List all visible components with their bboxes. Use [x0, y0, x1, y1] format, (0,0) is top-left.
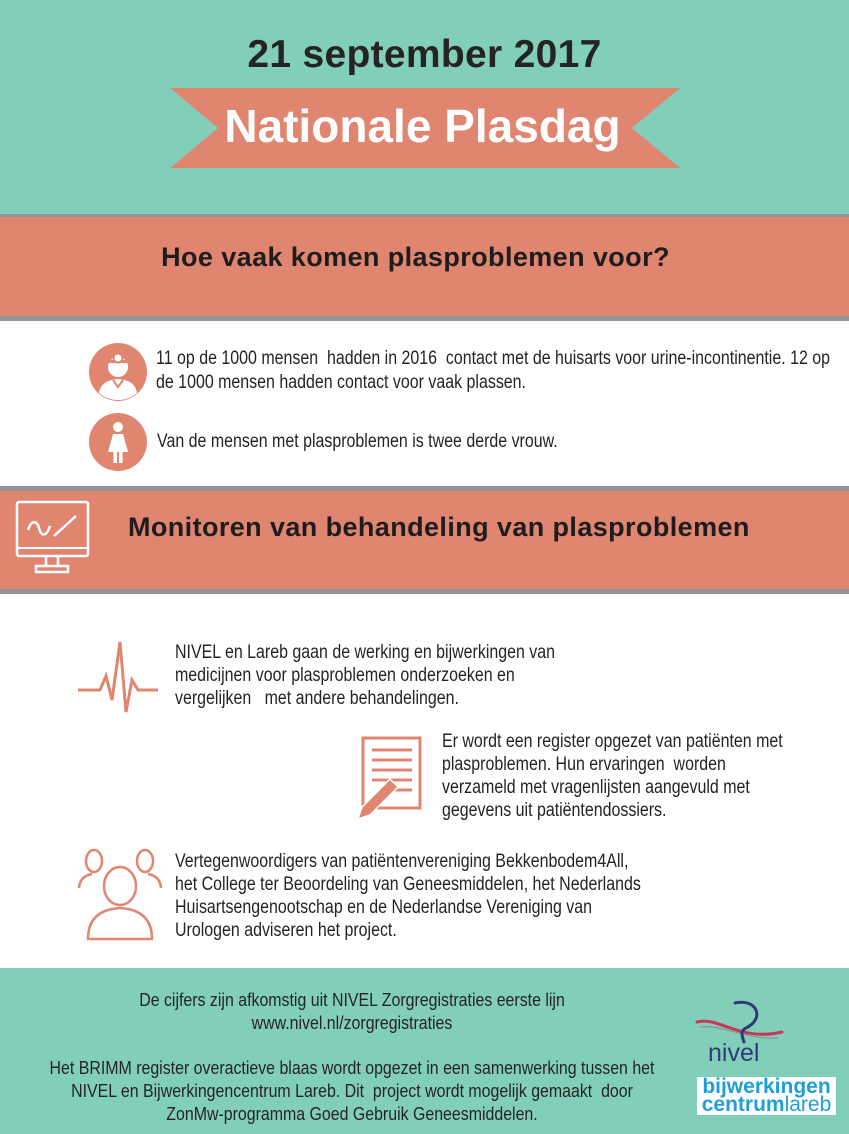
monitor-icon [14, 498, 92, 578]
lareb-logo [697, 1077, 836, 1115]
footer-text [49, 989, 654, 1126]
stat-paragraph-contacts [156, 347, 836, 395]
text-line: ZonMw-programma Goed Gebruik Geneesmiddelen. [166, 1102, 538, 1124]
heartbeat-icon [76, 638, 162, 716]
lareb-logo-lareb: lareb [784, 1093, 832, 1116]
text-line: Het BRIMM register overactieve blaas wordt opgezet in een samenwerking tussen het [49, 1057, 655, 1079]
separator-line [0, 316, 849, 321]
text-line: NIVEL en Lareb gaan de werking en bijwerkingen van [175, 642, 556, 663]
separator-line [0, 589, 849, 594]
project-note [49, 1057, 654, 1125]
text-line: Urologen adviseren het project. [175, 920, 397, 941]
text-line: de 1000 mensen hadden contact voor vaak plassen. [156, 372, 527, 393]
doctor-icon [89, 343, 147, 401]
text-line: het College ter Beoordeling van Geneesmiddelen, het Nederlands [175, 874, 641, 895]
text-line: Huisartsengenootschap en de Nederlandse Vereniging van [175, 897, 593, 918]
text-line: vergelijken met andere behandelingen. [175, 688, 459, 709]
text-line: plasproblemen. Hun ervaringen worden [442, 754, 726, 775]
text-line: medicijnen voor plasproblemen onderzoeken en [175, 665, 515, 686]
register-paragraph [442, 730, 795, 822]
section2-heading: Monitoren van behandeling van plasproblemen [128, 512, 750, 542]
advisors-paragraph [175, 850, 654, 942]
text-line: NIVEL en Bijwerkingencentrum Lareb. Dit project wordt mogelijk gemaakt door [71, 1080, 633, 1102]
nivel-logo-text: nivel [708, 1039, 760, 1067]
ribbon-title: Nationale Plasdag [224, 100, 621, 152]
study-paragraph [175, 641, 570, 710]
section1-heading: Hoe vaak komen plasproblemen voor? [161, 242, 670, 272]
woman-icon [89, 413, 147, 471]
lareb-logo-centrum: centrum [701, 1093, 785, 1116]
text-line: 11 op de 1000 mensen hadden in 2016 contact met de huisarts voor urine-incontinentie. 12 op [156, 348, 831, 369]
source-url: www.nivel.nl/zorgregistraties [251, 1011, 453, 1033]
document-pencil-icon [354, 734, 424, 822]
nivel-logo-icon [694, 994, 790, 1044]
event-date: 21 september 2017 [247, 33, 602, 76]
text-line: Er wordt een register opgezet van patiënten met [442, 731, 783, 752]
text-line: Vertegenwoordigers van patiëntenvereniging Bekkenbodem4All, [175, 851, 629, 872]
people-icon [76, 846, 164, 942]
text-line: De cijfers zijn afkomstig uit NIVEL Zorgregistraties eerste lijn [139, 989, 565, 1010]
text-line: Van de mensen met plasproblemen is twee derde vrouw. [157, 431, 558, 452]
source-note [49, 989, 654, 1035]
lareb-logo-line1: bijwerkingen [702, 1075, 831, 1098]
stat-paragraph-women [157, 430, 569, 453]
lareb-logo-line2 [697, 1093, 836, 1116]
text-line: gegevens uit patiëntendossiers. [442, 800, 667, 821]
text-line: verzameld met vragenlijsten aangevuld met [442, 777, 750, 798]
